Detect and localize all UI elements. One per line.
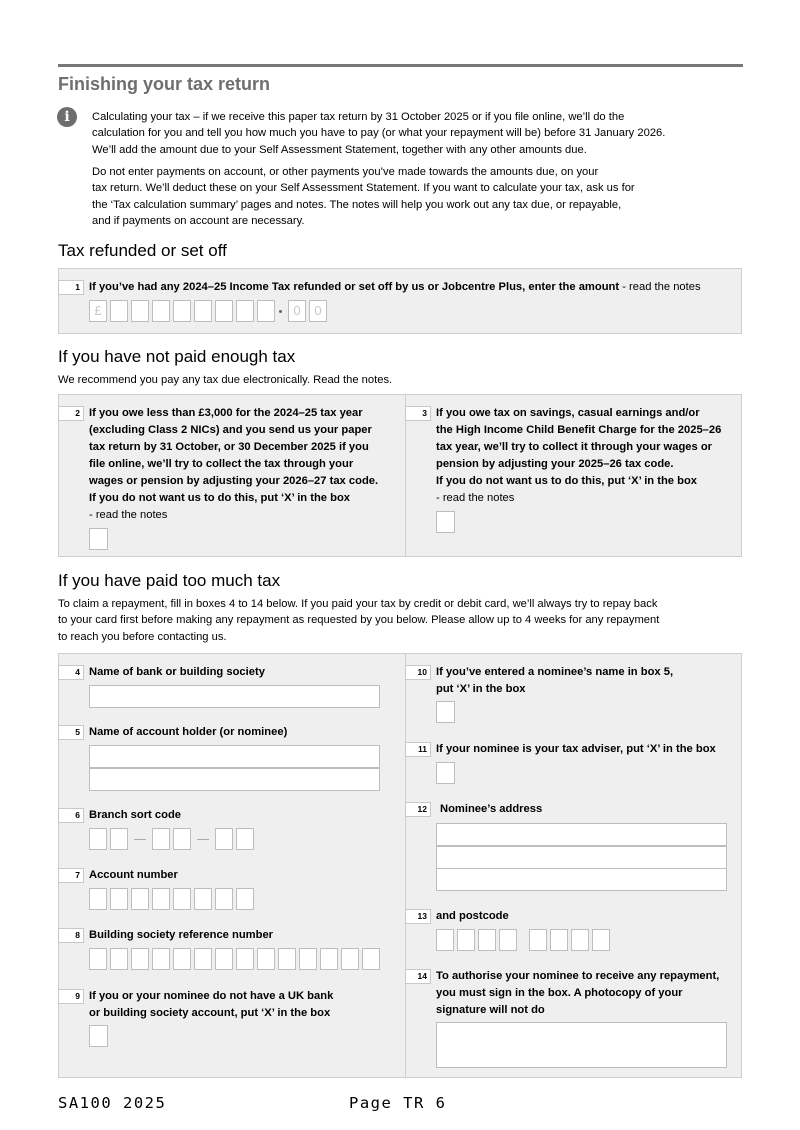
box13-label: and postcode [436,910,509,922]
pence-cell: 0 [288,300,306,322]
reference-cell[interactable] [320,948,338,970]
page-title: Finishing your tax return [58,74,271,94]
box2-checkbox[interactable] [89,528,108,550]
account-holder-input-line-1[interactable] [89,745,380,768]
intro-line: to reach you before contacting us. [58,630,227,643]
intro-line: to your card first before making any repayment as requested by you below. Please allow up to 4 weeks for any repayment [58,614,660,627]
box10-question [436,664,673,698]
reference-cell[interactable] [278,948,296,970]
top-rule [58,64,743,67]
account-number-cell[interactable] [131,888,149,910]
question-line: If you do not want us to do this, put ‘X’ in the box [436,475,698,487]
question-line: (excluding Class 2 NICs) and you send us your paper [89,424,372,436]
reference-cell[interactable] [299,948,317,970]
postcode-cell[interactable] [457,929,475,951]
amount-digit-cell[interactable] [215,300,233,322]
intro-line: We’ll add the amount due to your Self Assessment Statement, together with any other amounts due. [92,143,587,156]
intro-line: To claim a repayment, fill in boxes 4 to 14 below. If you paid your tax by credit or debit card, we’ll always try to repay back [58,598,658,610]
box-number: 12 [405,802,431,817]
reference-cell[interactable] [89,948,107,970]
postcode-cell[interactable] [550,929,568,951]
box-number: 1 [58,280,84,295]
amount-digit-cell[interactable] [152,300,170,322]
question-line: To authorise your nominee to receive any repayment, [436,970,720,982]
postcode-cell[interactable] [478,929,496,951]
sort-code-separator [197,839,209,840]
nominee-address-line-1[interactable] [436,823,727,846]
currency-symbol: £ [89,300,107,322]
account-number-cell[interactable] [152,888,170,910]
form-identifier: SA100 2025 [58,1094,167,1112]
section-heading-paid-too-much: If you have paid too much tax [58,571,281,590]
reference-cell[interactable] [194,948,212,970]
page-number: Page TR 6 [349,1094,447,1112]
sort-code-cell[interactable] [89,828,107,850]
box14-question [436,968,719,1019]
account-number-cell[interactable] [236,888,254,910]
nominee-address-line-2[interactable] [436,846,727,869]
question-line: signature will not do [436,1004,545,1016]
box-number: 8 [58,928,84,943]
question-line: or building society account, put ‘X’ in the box [89,1007,331,1019]
box4-label: Name of bank or building society [89,666,265,678]
amount-digit-cell[interactable] [257,300,275,322]
box7-label: Account number [89,869,178,881]
postcode-cell[interactable] [592,929,610,951]
box12-label: Nominee’s address [440,803,543,815]
reference-cell[interactable] [257,948,275,970]
box1-note: - read the notes [619,281,701,293]
sort-code-cell[interactable] [236,828,254,850]
question-line: If you or your nominee do not have a UK bank [89,990,334,1002]
box-number: 6 [58,808,84,823]
intro-line: Do not enter payments on account, or other payments you’ve made towards the amounts due, on your [92,166,599,178]
question-line: tax year, we’ll try to collect it through your wages or [436,441,713,453]
sort-code-cell[interactable] [152,828,170,850]
amount-digit-cell[interactable] [173,300,191,322]
account-number-cell[interactable] [89,888,107,910]
section-heading-refunded: Tax refunded or set off [58,241,227,260]
box2-note: - read the notes [89,509,168,521]
box10-checkbox[interactable] [436,701,455,723]
box3-note: - read the notes [436,492,515,504]
postcode-cell[interactable] [499,929,517,951]
box1-question-text: If you’ve had any 2024–25 Income Tax refunded or set off by us or Jobcentre Plus, enter the amount [89,281,620,293]
reference-cell[interactable] [131,948,149,970]
intro-line: and if payments on account are necessary. [92,215,305,228]
box-number: 7 [58,868,84,883]
pence-cell: 0 [309,300,327,322]
question-line: tax return by 31 October, or 30 December 2025 if you [89,441,369,453]
intro-line: Calculating your tax – if we receive this paper tax return by 31 October 2025 or if you file online, we’ll do the [92,111,625,123]
sort-code-cell[interactable] [215,828,233,850]
postcode-cell[interactable] [529,929,547,951]
box-number: 2 [58,406,84,421]
postcode-cell[interactable] [436,929,454,951]
account-number-cell[interactable] [110,888,128,910]
box-number: 5 [58,725,84,740]
amount-digit-cell[interactable] [110,300,128,322]
intro-paragraph-1 [92,109,732,158]
question-line: If you’ve entered a nominee’s name in box 5, [436,666,674,678]
question-line: wages or pension by adjusting your 2026–27 tax code. [89,475,379,487]
amount-digit-cell[interactable] [194,300,212,322]
box3-question [436,405,721,507]
account-number-cell[interactable] [194,888,212,910]
sort-code-separator [134,839,146,840]
intro-line: the ‘Tax calculation summary’ pages and notes. The notes will help you work out any tax due, or repayable, [92,198,622,211]
intro-line: tax return. We’ll deduct these on your Self Assessment Statement. If you want to calculate your tax, ask us for [92,182,635,195]
intro-line: calculation for you and tell you how much you have to pay (or what your repayment will be) before 31 January 2026. [92,127,666,140]
reference-cell[interactable] [341,948,359,970]
sort-code-cell[interactable] [173,828,191,850]
box11-label: If your nominee is your tax adviser, put ‘X’ in the box [436,743,716,755]
reference-cell[interactable] [362,948,380,970]
reference-cell[interactable] [110,948,128,970]
reference-cell[interactable] [173,948,191,970]
box-number: 11 [405,742,431,757]
box-number: 9 [58,989,84,1004]
question-line: put ‘X’ in the box [436,683,526,695]
signature-box[interactable] [436,1022,727,1068]
box-number: 10 [405,665,431,680]
box9-question [89,988,333,1022]
bank-name-input[interactable] [89,685,380,708]
box1-question [89,279,701,296]
box9-checkbox[interactable] [89,1025,108,1047]
question-line: the High Income Child Benefit Charge for the 2025–26 [436,424,722,436]
reference-cell[interactable] [236,948,254,970]
box5-label: Name of account holder (or nominee) [89,726,288,738]
sort-code-cell[interactable] [110,828,128,850]
box-number: 4 [58,665,84,680]
box2-question [89,405,378,524]
paid-too-much-intro [58,596,659,645]
postcode-cell[interactable] [571,929,589,951]
intro-paragraph-2 [92,164,732,230]
amount-digit-cell[interactable] [131,300,149,322]
box8-label: Building society reference number [89,929,274,941]
panel-divider [405,654,406,1077]
account-number-cell[interactable] [215,888,233,910]
reference-cell[interactable] [215,948,233,970]
section-heading-not-paid: If you have not paid enough tax [58,347,296,366]
not-paid-intro: We recommend you pay any tax due electronically. Read the notes. [58,374,393,386]
box11-checkbox[interactable] [436,762,455,784]
account-number-cell[interactable] [173,888,191,910]
question-line: file online, we’ll try to collect the tax through your [89,458,354,470]
question-line: If you owe less than £3,000 for the 2024–25 tax year [89,407,363,419]
question-line: you must sign in the box. A photocopy of your [436,987,683,999]
decimal-point [279,310,282,313]
box-number: 14 [405,969,431,984]
reference-cell[interactable] [152,948,170,970]
box-number: 3 [405,406,431,421]
question-line: If you do not want us to do this, put ‘X’ in the box [89,492,351,504]
question-line: If you owe tax on savings, casual earnings and/or [436,407,700,419]
account-holder-input-line-2[interactable] [89,768,380,791]
box-number: 13 [405,909,431,924]
amount-digit-cell[interactable] [236,300,254,322]
nominee-address-line-3[interactable] [436,868,727,891]
box3-checkbox[interactable] [436,511,455,533]
info-icon: i [57,107,77,127]
box6-label: Branch sort code [89,809,182,821]
question-line: pension by adjusting your 2025–26 tax code. [436,458,674,470]
